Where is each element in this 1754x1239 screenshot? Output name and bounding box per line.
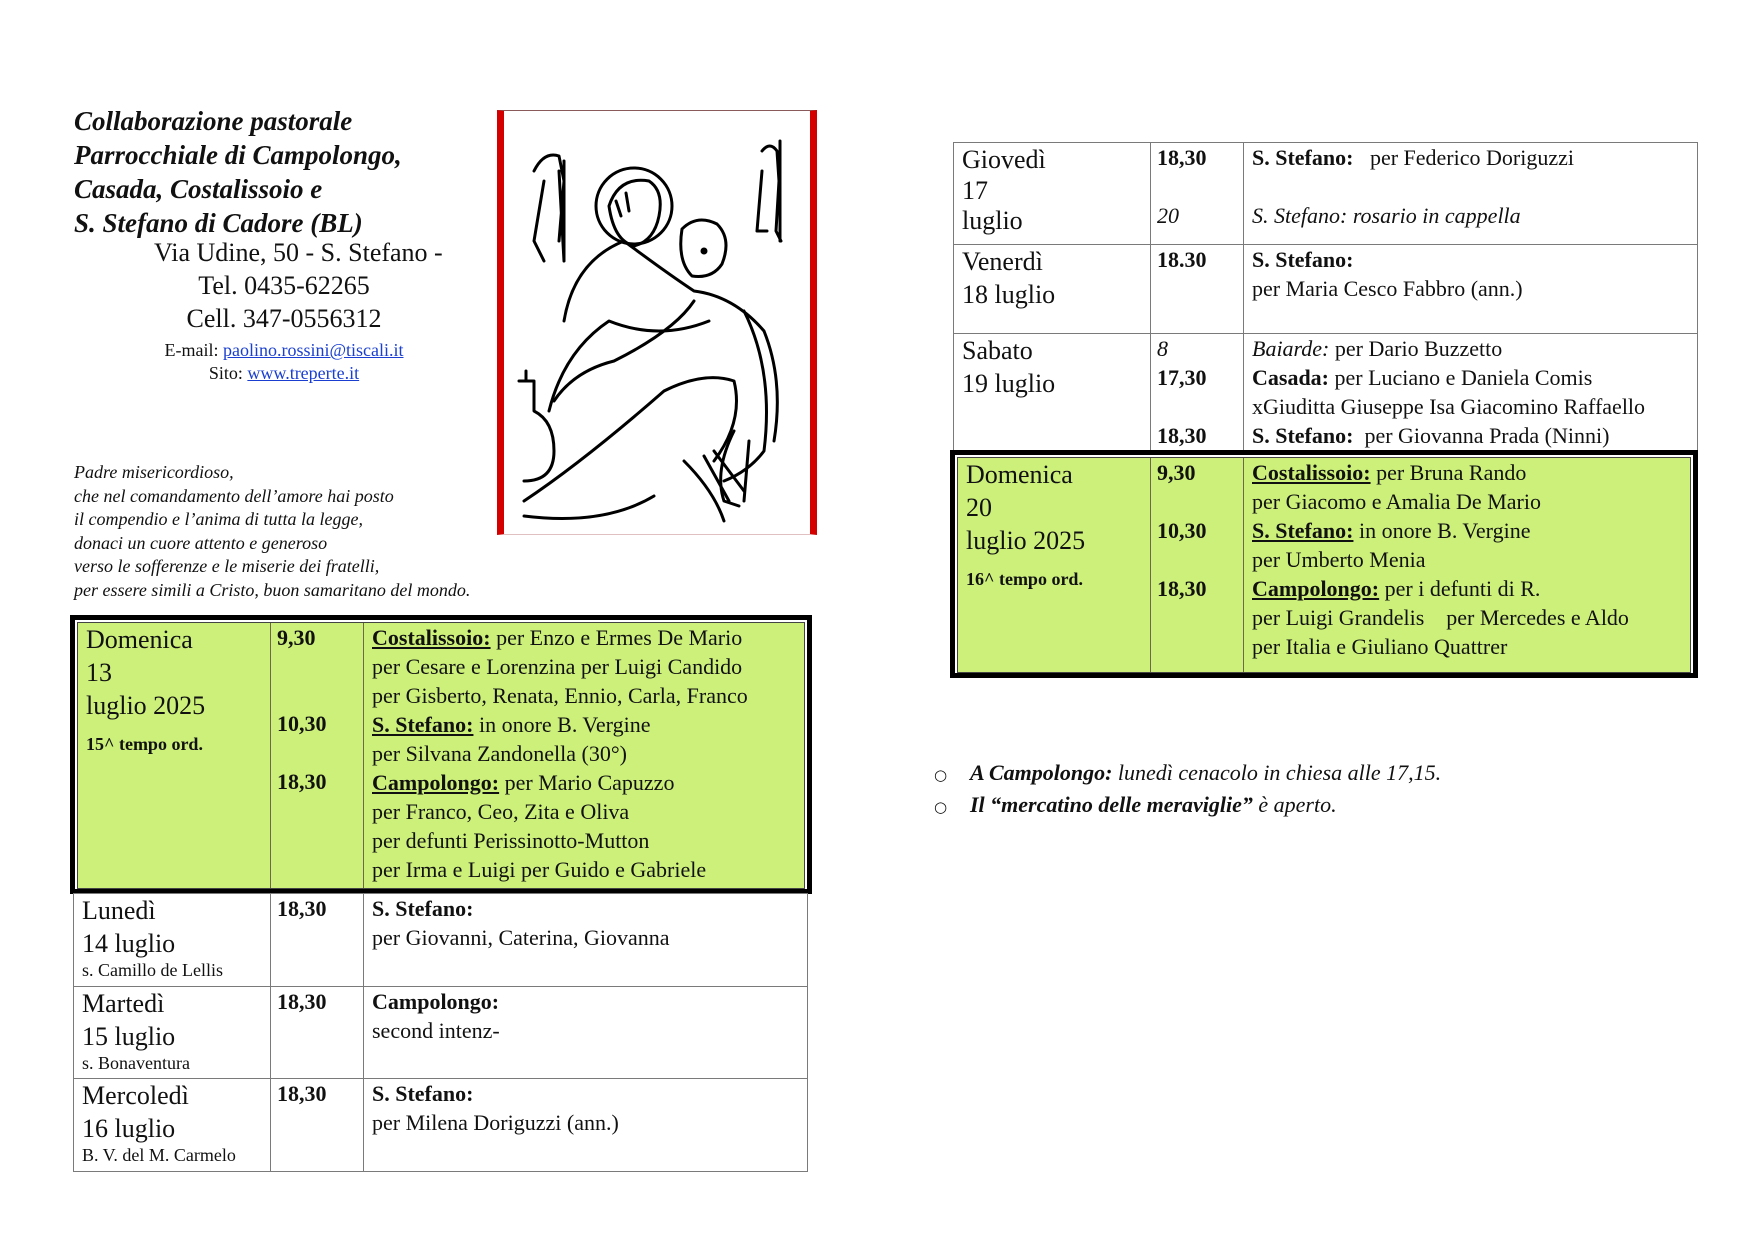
organization-title <box>74 104 494 240</box>
place-label: Costalissoio: <box>372 625 491 650</box>
intention-line: per defunti Perissinotto-Mutton <box>372 828 650 853</box>
day-date: 18 luglio <box>962 280 1056 309</box>
prayer-line: verso le sofferenze e le miserie dei fratelli, <box>74 556 380 576</box>
intention-line: per Silvana Zandonella (30°) <box>372 741 627 766</box>
intention-line: per Luigi Grandelis per Mercedes e Aldo <box>1252 605 1629 630</box>
address: Via Udine, 50 - S. Stefano - <box>154 238 443 267</box>
notice-heading: A Campolongo: <box>970 760 1113 785</box>
cellphone: Cell. 347-0556312 <box>186 304 382 333</box>
intention-line: per Irma e Luigi per Guido e Gabriele <box>372 857 707 882</box>
intention-line: second intenz- <box>372 1018 500 1043</box>
day-date: 19 luglio <box>962 369 1056 398</box>
time: 9,30 <box>277 625 316 650</box>
place-label: Campolongo: <box>372 770 500 795</box>
prayer-line: per essere simili a Cristo, buon samaritano del mondo. <box>74 579 471 600</box>
intention-line: S. Stefano: rosario in cappella <box>1252 203 1521 228</box>
table-row-monday <box>74 894 808 987</box>
day-name: Lunedì <box>82 896 156 925</box>
day-name: Domenica <box>966 460 1073 489</box>
intention-line: per Italia e Giuliano Quattrer <box>1252 634 1508 659</box>
day-name: Giovedì <box>962 145 1046 174</box>
time: 18,30 <box>1157 145 1207 170</box>
month: luglio <box>962 206 1023 235</box>
place-label: S. Stefano: <box>1252 423 1354 448</box>
intention-line: xGiuditta Giuseppe Isa Giacomino Raffaello <box>1252 394 1646 419</box>
sunday-13-day-cell <box>78 623 271 888</box>
day-number: 13 <box>86 658 112 687</box>
address-block <box>74 236 494 335</box>
website-link[interactable]: www.treperte.it <box>247 363 360 383</box>
month-year: luglio 2025 <box>966 526 1086 555</box>
weekday-schedule-left <box>73 893 808 1172</box>
place-label: S. Stefano: <box>1252 247 1354 272</box>
sunday-20-schedule <box>950 450 1698 678</box>
time: 20 <box>1157 203 1179 228</box>
time: 18,30 <box>1157 576 1207 601</box>
saint-of-day: B. V. del M. Carmelo <box>82 1145 236 1165</box>
intention-line: per Giovanni, Caterina, Giovanna <box>372 925 670 950</box>
prayer-line: il compendio e l’anima di tutta la legge, <box>74 509 363 529</box>
weekday-schedule-right <box>953 142 1698 452</box>
circle-bullet-icon: ○ <box>934 798 948 816</box>
intention-line: per Umberto Menia <box>1252 547 1426 572</box>
month-year: luglio 2025 <box>86 691 206 720</box>
liturgical-week: 15^ tempo ord. <box>86 734 203 754</box>
time: 18,30 <box>271 894 364 987</box>
time: 10,30 <box>1157 518 1207 543</box>
time: 18,30 <box>1157 423 1207 448</box>
intention-line: per Cesare e Lorenzina per Luigi Candido <box>372 654 743 679</box>
intention-line: per Gisberto, Renata, Ennio, Carla, Franco <box>372 683 748 708</box>
org-line: S. Stefano di Cadore (BL) <box>74 208 363 238</box>
org-line: Collaborazione pastorale <box>74 106 353 136</box>
email-link[interactable]: paolino.rossini@tiscali.it <box>222 340 404 360</box>
place-label: Costalissoio: <box>1252 460 1371 485</box>
org-line: Casada, Costalissoio e <box>74 174 323 204</box>
liturgical-week: 16^ tempo ord. <box>966 569 1083 589</box>
intention-line: per Giacomo e Amalia De Mario <box>1252 489 1541 514</box>
day-name: Sabato <box>962 336 1033 365</box>
table-row-friday <box>954 245 1698 334</box>
notice-item <box>930 758 1441 790</box>
time: 8 <box>1157 336 1168 361</box>
org-line: Parrocchiale di Campolongo, <box>74 140 402 170</box>
time: 18,30 <box>271 1079 364 1172</box>
email-label: E-mail: <box>164 340 223 360</box>
time: 9,30 <box>1157 460 1196 485</box>
site-label: Sito: <box>208 363 248 383</box>
day-name: Mercoledì <box>82 1081 189 1110</box>
table-row-tuesday <box>74 987 808 1079</box>
place-label: S. Stefano: <box>372 1081 474 1106</box>
time: 18,30 <box>277 769 327 794</box>
time: 10,30 <box>277 711 327 736</box>
intention-line: per Milena Doriguzzi (ann.) <box>372 1110 619 1135</box>
notice-heading: Il “mercatino delle meraviglie” <box>970 792 1253 817</box>
prayer-line: che nel comandamento dell’amore hai posto <box>74 485 394 506</box>
sunday-20-day-cell <box>958 458 1151 672</box>
place-label: Campolongo: <box>1252 576 1380 601</box>
notice-text: lunedì cenacolo in chiesa alle 17,15. <box>1112 760 1442 785</box>
table-row-saturday: Sabato 19 luglio 8 17,30 18,30 Baiarde: per Dario Buzzetto Casada: per Luciano e Daniela Comis xGiuditta Giuseppe Isa Giacomino Raffaello S. Stefano: per Giovanna Prada (Ninni) <box>954 334 1698 452</box>
notice-item <box>930 790 1441 822</box>
place-label: S. Stefano: <box>372 712 474 737</box>
place-label: S. Stefano: <box>372 896 474 921</box>
table-row-wednesday <box>74 1079 808 1172</box>
contacts <box>74 339 494 385</box>
time: 17,30 <box>1157 365 1207 390</box>
place-label: S. Stefano: <box>1252 518 1354 543</box>
day-name: Domenica <box>86 625 193 654</box>
telephone: Tel. 0435-62265 <box>198 271 370 300</box>
place-label: Campolongo: <box>372 989 500 1014</box>
saint-of-day: s. Camillo de Lellis <box>82 960 223 980</box>
sunday-20-times <box>1151 458 1244 672</box>
day-date: 14 luglio <box>82 929 176 958</box>
prayer-line: donaci un cuore attento e generoso <box>74 532 328 553</box>
prayer-text <box>74 461 594 602</box>
circle-bullet-icon: ○ <box>934 766 948 784</box>
time: 18.30 <box>1151 245 1244 334</box>
notice-text: è aperto. <box>1252 792 1337 817</box>
day-name: Martedì <box>82 989 165 1018</box>
intention-line: per Franco, Ceo, Zita e Oliva <box>372 799 630 824</box>
time: 18,30 <box>271 987 364 1079</box>
day-number: 17 <box>962 176 988 205</box>
saint-of-day: s. Bonaventura <box>82 1053 190 1073</box>
sunday-20-intentions: Costalissoio: per Bruna Rando per Giacomo e Amalia De Mario S. Stefano: in onore B. Vergine per Umberto Menia Campolongo: per i defunti di R. per Luigi Grandelis per Mercedes e Aldo per Italia e Giuliano Quattrer <box>1244 458 1691 672</box>
day-date: 15 luglio <box>82 1022 176 1051</box>
sunday-13-schedule <box>70 615 812 894</box>
sunday-13-times <box>271 623 364 888</box>
intention-line: per Maria Cesco Fabbro (ann.) <box>1252 276 1523 301</box>
table-row-thursday: Giovedì 17 luglio 18,30 20 S. Stefano: per Federico Doriguzzi S. Stefano: rosario in cappella <box>954 143 1698 245</box>
notices-list <box>930 758 1441 822</box>
prayer-line: Padre misericordioso, <box>74 462 234 482</box>
place-label: Baiarde: <box>1252 336 1330 361</box>
day-number: 20 <box>966 493 992 522</box>
place-label: Casada: <box>1252 365 1330 390</box>
day-name: Venerdì <box>962 247 1043 276</box>
place-label: S. Stefano: <box>1252 145 1354 170</box>
sunday-13-intentions: Costalissoio: per Enzo e Ermes De Mario per Cesare e Lorenzina per Luigi Candido per Gisberto, Renata, Ennio, Carla, Franco S. Stefano: in onore B. Vergine per Silvana Zandonella (30°) Campolongo: per Mario Capuzzo per Franco, Ceo, Zita e Oliva per defunti Perissinotto-Mutton per Irma e Luigi per Guido e Gabriele <box>364 623 805 888</box>
day-date: 16 luglio <box>82 1114 176 1143</box>
